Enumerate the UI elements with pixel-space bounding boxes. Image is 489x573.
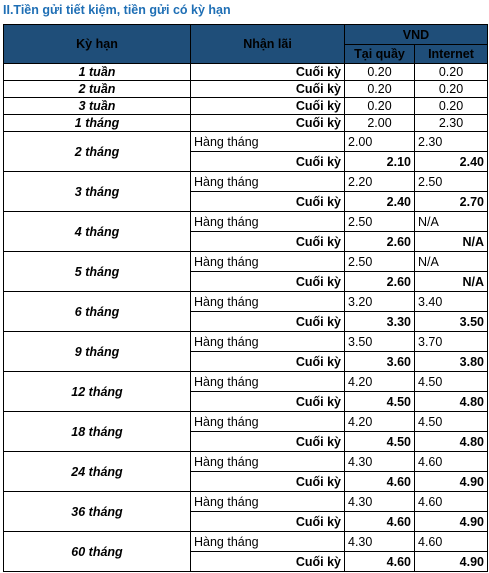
table-row: [4, 172, 488, 192]
term-cell: 3 tuần: [4, 98, 191, 115]
rate-counter-monthly-cell: 2.00: [345, 132, 415, 152]
rate-counter-monthly-cell: 4.20: [345, 412, 415, 432]
header-internet: Internet: [415, 45, 488, 64]
rate-internet-end-cell: 4.90: [415, 472, 488, 492]
interest-method-cell: Cuối kỳ: [191, 98, 345, 115]
rate-internet-end-cell: 2.40: [415, 152, 488, 172]
table-row: [4, 532, 488, 552]
rate-internet-cell: 2.30: [415, 115, 488, 132]
rate-internet-monthly-cell: N/A: [415, 212, 488, 232]
rate-internet-cell: 0.20: [415, 64, 488, 81]
rate-counter-monthly-cell: 2.20: [345, 172, 415, 192]
term-cell: 4 tháng: [4, 212, 191, 252]
rate-counter-monthly-cell: 3.50: [345, 332, 415, 352]
rate-counter-end-cell: 3.30: [345, 312, 415, 332]
rate-internet-end-cell: N/A: [415, 272, 488, 292]
table-row: [4, 412, 488, 432]
rate-internet-monthly-cell: N/A: [415, 252, 488, 272]
monthly-label-cell: Hàng tháng: [191, 532, 345, 552]
rate-counter-end-cell: 4.50: [345, 432, 415, 452]
rate-internet-end-cell: 4.90: [415, 512, 488, 532]
table-row: [4, 98, 488, 115]
table-row: [4, 115, 488, 132]
interest-method-cell: Cuối kỳ: [191, 115, 345, 132]
rate-internet-end-cell: 2.70: [415, 192, 488, 212]
rate-internet-end-cell: 4.80: [415, 392, 488, 412]
rate-counter-monthly-cell: 4.30: [345, 452, 415, 472]
header-counter: Tại quầy: [345, 45, 415, 64]
term-cell: 5 tháng: [4, 252, 191, 292]
rate-counter-cell: 2.00: [345, 115, 415, 132]
rate-internet-monthly-cell: 4.60: [415, 492, 488, 512]
rate-internet-end-cell: N/A: [415, 232, 488, 252]
rate-counter-end-cell: 4.60: [345, 552, 415, 572]
rate-internet-monthly-cell: 2.30: [415, 132, 488, 152]
end-of-term-label-cell: Cuối kỳ: [191, 392, 345, 412]
rate-counter-end-cell: 3.60: [345, 352, 415, 372]
rate-counter-end-cell: 2.60: [345, 232, 415, 252]
term-cell: 24 tháng: [4, 452, 191, 492]
monthly-label-cell: Hàng tháng: [191, 212, 345, 232]
rate-counter-end-cell: 4.60: [345, 472, 415, 492]
end-of-term-label-cell: Cuối kỳ: [191, 472, 345, 492]
rates-body: [4, 64, 488, 572]
end-of-term-label-cell: Cuối kỳ: [191, 232, 345, 252]
rate-counter-end-cell: 2.10: [345, 152, 415, 172]
monthly-label-cell: Hàng tháng: [191, 412, 345, 432]
end-of-term-label-cell: Cuối kỳ: [191, 312, 345, 332]
monthly-label-cell: Hàng tháng: [191, 172, 345, 192]
table-row: [4, 332, 488, 352]
monthly-label-cell: Hàng tháng: [191, 492, 345, 512]
term-cell: 2 tháng: [4, 132, 191, 172]
table-row: [4, 492, 488, 512]
header-currency: VND: [345, 25, 488, 45]
rate-counter-end-cell: 4.50: [345, 392, 415, 412]
term-cell: 2 tuần: [4, 81, 191, 98]
rate-counter-end-cell: 2.40: [345, 192, 415, 212]
term-cell: 1 tháng: [4, 115, 191, 132]
rate-internet-end-cell: 4.80: [415, 432, 488, 452]
monthly-label-cell: Hàng tháng: [191, 372, 345, 392]
term-cell: 1 tuần: [4, 64, 191, 81]
rate-counter-monthly-cell: 4.30: [345, 532, 415, 552]
monthly-label-cell: Hàng tháng: [191, 452, 345, 472]
end-of-term-label-cell: Cuối kỳ: [191, 552, 345, 572]
term-cell: 3 tháng: [4, 172, 191, 212]
term-cell: 18 tháng: [4, 412, 191, 452]
end-of-term-label-cell: Cuối kỳ: [191, 352, 345, 372]
table-row: [4, 212, 488, 232]
table-row: [4, 372, 488, 392]
monthly-label-cell: Hàng tháng: [191, 252, 345, 272]
rate-internet-end-cell: 3.80: [415, 352, 488, 372]
rate-counter-monthly-cell: 3.20: [345, 292, 415, 312]
rate-internet-end-cell: 3.50: [415, 312, 488, 332]
interest-method-cell: Cuối kỳ: [191, 64, 345, 81]
rate-internet-monthly-cell: 4.50: [415, 372, 488, 392]
term-cell: 6 tháng: [4, 292, 191, 332]
rate-counter-cell: 0.20: [345, 98, 415, 115]
rate-internet-monthly-cell: 2.50: [415, 172, 488, 192]
rate-internet-monthly-cell: 4.60: [415, 532, 488, 552]
rate-counter-monthly-cell: 4.20: [345, 372, 415, 392]
rate-internet-monthly-cell: 3.40: [415, 292, 488, 312]
end-of-term-label-cell: Cuối kỳ: [191, 192, 345, 212]
interest-method-cell: Cuối kỳ: [191, 81, 345, 98]
term-cell: 60 tháng: [4, 532, 191, 572]
rate-counter-monthly-cell: 4.30: [345, 492, 415, 512]
rate-internet-end-cell: 4.90: [415, 552, 488, 572]
table-row: [4, 64, 488, 81]
rate-internet-monthly-cell: 4.60: [415, 452, 488, 472]
section-title: II.Tiền gửi tiết kiệm, tiền gửi có kỳ hạn: [3, 3, 231, 17]
rate-internet-monthly-cell: 4.50: [415, 412, 488, 432]
end-of-term-label-cell: Cuối kỳ: [191, 272, 345, 292]
table-row: [4, 81, 488, 98]
end-of-term-label-cell: Cuối kỳ: [191, 432, 345, 452]
monthly-label-cell: Hàng tháng: [191, 132, 345, 152]
term-cell: 12 tháng: [4, 372, 191, 412]
table-row: [4, 132, 488, 152]
term-cell: 36 tháng: [4, 492, 191, 532]
monthly-label-cell: Hàng tháng: [191, 292, 345, 312]
deposit-rates-table: [3, 24, 488, 572]
rate-counter-end-cell: 4.60: [345, 512, 415, 532]
term-cell: 9 tháng: [4, 332, 191, 372]
rate-counter-monthly-cell: 2.50: [345, 212, 415, 232]
end-of-term-label-cell: Cuối kỳ: [191, 152, 345, 172]
header-term: Kỳ hạn: [4, 25, 191, 64]
rate-counter-cell: 0.20: [345, 64, 415, 81]
rate-counter-end-cell: 2.60: [345, 272, 415, 292]
rate-counter-cell: 0.20: [345, 81, 415, 98]
header-interest: Nhận lãi: [191, 25, 345, 64]
table-row: [4, 252, 488, 272]
monthly-label-cell: Hàng tháng: [191, 332, 345, 352]
rate-counter-monthly-cell: 2.50: [345, 252, 415, 272]
table-row: [4, 452, 488, 472]
end-of-term-label-cell: Cuối kỳ: [191, 512, 345, 532]
rate-internet-monthly-cell: 3.70: [415, 332, 488, 352]
rate-internet-cell: 0.20: [415, 81, 488, 98]
table-row: [4, 292, 488, 312]
rate-internet-cell: 0.20: [415, 98, 488, 115]
